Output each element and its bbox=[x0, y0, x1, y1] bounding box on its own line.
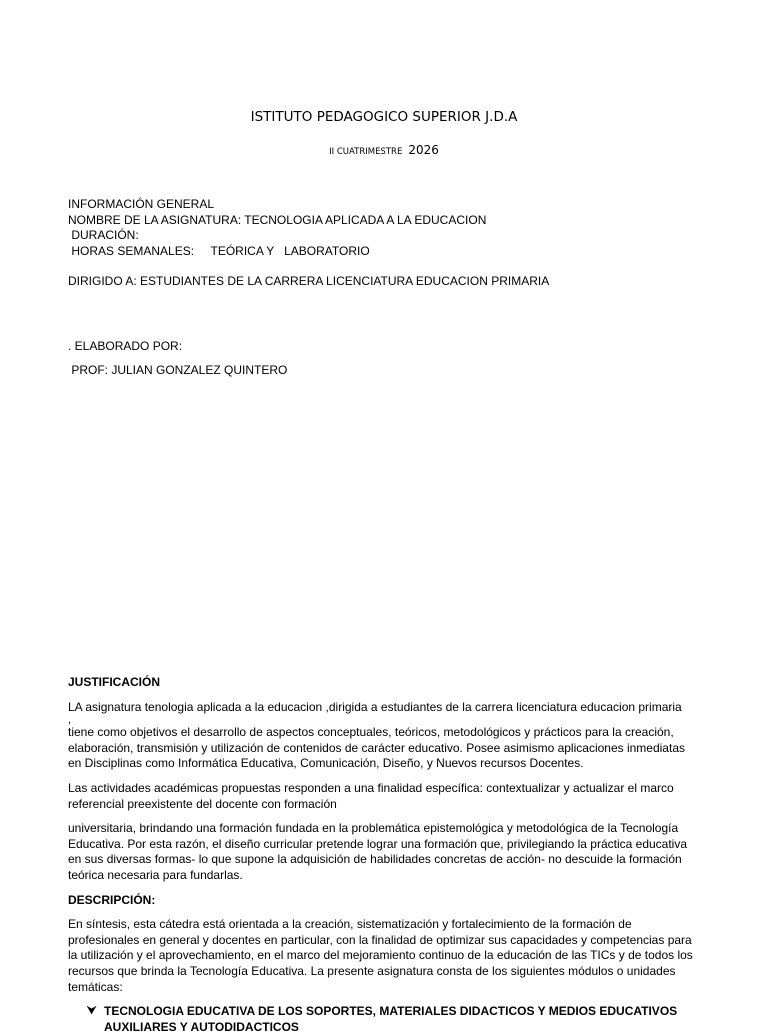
module-list-item bbox=[68, 1004, 700, 1035]
term-label: II CUATRIMESTRE bbox=[329, 147, 403, 157]
justification-comma: , bbox=[68, 714, 72, 727]
audience-line: DIRIGIDO A: ESTUDIANTES DE LA CARRERA LICENCIATURA EDUCACION PRIMARIA bbox=[68, 274, 550, 288]
chevron-down-check-icon: ⮟ bbox=[87, 1005, 97, 1018]
content-body bbox=[68, 675, 700, 1035]
general-info-heading: INFORMACIÓN GENERAL bbox=[68, 197, 215, 211]
term-line bbox=[0, 143, 768, 157]
justification-paragraph-4: universitaria, brindando una formación fundada en la problemática epistemológica y metodológica de la Tecnología Educativa. Por esta razón, el diseño curricular pretende lograr una formación que, privilegiando la práctica educativa en sus diversas formas- lo que supone la adquisición de habilidades concretas de acción- no descuide la formación teórica necesaria para fundarlas. bbox=[68, 821, 688, 882]
weekly-hours: HORAS SEMANALES: TEÓRICA Y LABORATORIO bbox=[68, 243, 370, 258]
general-info-section bbox=[68, 197, 486, 259]
professor-name: PROF: JULIAN GONZALEZ QUINTERO bbox=[68, 363, 288, 377]
duration-label: DURACIÓN: bbox=[68, 228, 139, 242]
term-year: 2026 bbox=[408, 143, 439, 157]
subject-name: NOMBRE DE LA ASIGNATURA: TECNOLOGIA APLICADA A LA EDUCACION bbox=[68, 212, 487, 227]
module-title: TECNOLOGIA EDUCATIVA DE LOS SOPORTES, MATERIALES DIDACTICOS Y MEDIOS EDUCATIVOS AUXILIARES Y AUTODIDACTICOS bbox=[104, 1004, 678, 1034]
description-paragraph: En síntesis, esta cátedra está orientada a la creación, sistematización y fortalecimiento de la formación de profesionales en general y docentes en particular, con la finalidad de optimizar sus capacidades y competencias para la utilización y el aprovechamiento, en el marco del mejoramiento continuo de la educación de las TICs y de todos los recursos que brinda la Tecnología Educativa. La presente asignatura consta de los siguientes módulos o unidades temáticas: bbox=[68, 917, 693, 994]
justification-paragraph-2: tiene como objetivos el desarrollo de aspectos conceptuales, teóricos, metodológicos y prácticos para la creación, elaboración, transmisión y utilización de contenidos de carácter educativo. Posee asimismo aplicaciones inmediatas en Disciplinas como Informática Educativa, Comunicación, Diseño, y Nuevos recursos Docentes. bbox=[68, 725, 685, 771]
description-heading: DESCRIPCIÓN: bbox=[68, 892, 156, 907]
institution-title: ISTITUTO PEDAGOGICO SUPERIOR J.D.A bbox=[250, 109, 518, 125]
justification-paragraph-3: Las actividades académicas propuestas responden a una finalidad específica: contextualizar y actualizar el marco referencial preexistente del docente con formación bbox=[68, 780, 674, 811]
justification-paragraph-1: LA asignatura tenologia aplicada a la educacion ,dirigida a estudiantes de la carrera licenciatura educacion primaria bbox=[68, 699, 682, 714]
justification-heading: JUSTIFICACIÓN bbox=[68, 675, 161, 689]
prepared-by-label: . ELABORADO POR: bbox=[68, 339, 183, 353]
